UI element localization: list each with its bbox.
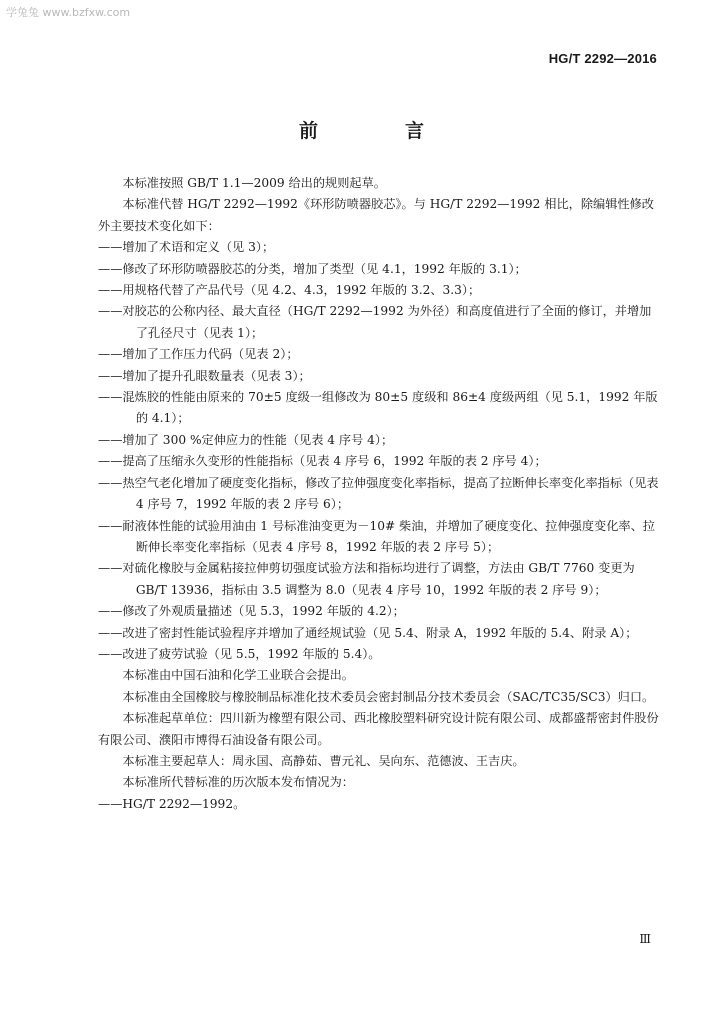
intro-paragraph: 本标准代替 HG/T 2292—1992《环形防喷器胶芯》。与 HG/T 2292—1992 相比，除编辑性修改外主要技术变化如下： bbox=[98, 197, 654, 233]
list-item: ——改进了密封性能试验程序并增加了通经规试验（见 5.4、附录 A，1992 年版的 5.4、附录 A）； bbox=[98, 625, 638, 640]
closing-paragraph: 本标准主要起草人：周永国、高静茹、曹元礼、吴向东、范德波、王吉庆。 bbox=[122, 753, 525, 768]
closing-paragraph: 本标准由全国橡胶与橡胶制品标准化技术委员会密封制品分技术委员会（SAC/TC35/SC3）归口。 bbox=[122, 689, 655, 704]
list-item: ——热空气老化增加了硬度变化指标，修改了拉伸强度变化率指标，提高了拉断伸长率变化率指标（见表 4 序号 7，1992 年版的表 2 序号 6）； bbox=[98, 475, 659, 512]
list-item: ——增加了提升孔眼数量表（见表 3）； bbox=[98, 368, 311, 383]
list-item: ——对胶芯的公称内径、最大直径（HG/T 2292—1992 为外径）和高度值进行了全面的修订，并增加了孔径尺寸（见表 1）； bbox=[98, 304, 652, 340]
list-item: ——修改了环形防喷器胶芯的分类，增加了类型（见 4.1，1992 年版的 3.1）； bbox=[98, 261, 527, 276]
list-item: ——混炼胶的性能由原来的 70±5 度级一组修改为 80±5 度级和 86±4 度级两组（见 5.1，1992 年版的 4.1）； bbox=[98, 390, 658, 426]
list-item: ——增加了 300 %定伸应力的性能（见表 4 序号 4）； bbox=[98, 432, 394, 447]
closing-paragraph: 本标准所代替标准的历次版本发布情况为： bbox=[122, 775, 354, 790]
site-watermark: 学兔兔 www.bzfxw.com bbox=[6, 6, 131, 19]
page-number: Ⅲ bbox=[639, 932, 651, 946]
list-item: ——增加了工作压力代码（见表 2）； bbox=[98, 347, 299, 362]
list-item: ——用规格代替了产品代号（见 4.2、4.3，1992 年版的 3.2、3.3）； bbox=[98, 283, 481, 298]
closing-paragraph: 本标准由中国石油和化学工业联合会提出。 bbox=[122, 668, 354, 683]
intro-paragraph: 本标准按照 GB/T 1.1—2009 给出的规则起草。 bbox=[122, 176, 386, 190]
foreword-body bbox=[98, 173, 660, 815]
list-item: ——提高了压缩永久变形的性能指标（见表 4 序号 6，1992 年版的表 2 序号 4）； bbox=[98, 454, 547, 469]
page-title: 前 言 bbox=[298, 120, 458, 142]
list-item: ——耐液体性能的试验用油由 1 号标准油变更为－10# 柴油，并增加了硬度变化、拉伸强度变化率、拉断伸长率变化率指标（见表 4 序号 8，1992 年版的表 2 序号 5）； bbox=[98, 518, 655, 554]
list-item: ——增加了术语和定义（见 3）； bbox=[98, 240, 275, 255]
changes-list bbox=[98, 237, 660, 665]
closing-paragraph: 本标准起草单位：四川新为橡塑有限公司、西北橡胶塑料研究设计院有限公司、成都盛帮密封件股份有限公司、濮阳市博得石油设备有限公司。 bbox=[98, 711, 659, 747]
list-item: ——对硫化橡胶与金属粘接拉伸剪切强度试验方法和指标均进行了调整，方法由 GB/T 7760 变更为 GB/T 13936，指标由 3.5 调整为 8.0（见表 4 序号 10，1992 年版的表 2 序号 9）； bbox=[98, 561, 635, 597]
list-item: ——修改了外观质量描述（见 5.3，1992 年版的 4.2）； bbox=[98, 604, 405, 619]
standard-code: HG/T 2292—2016 bbox=[548, 51, 657, 66]
list-item: ——改进了疲劳试验（见 5.5，1992 年版的 5.4）。 bbox=[98, 646, 381, 661]
history-item: ——HG/T 2292—1992。 bbox=[98, 796, 246, 811]
